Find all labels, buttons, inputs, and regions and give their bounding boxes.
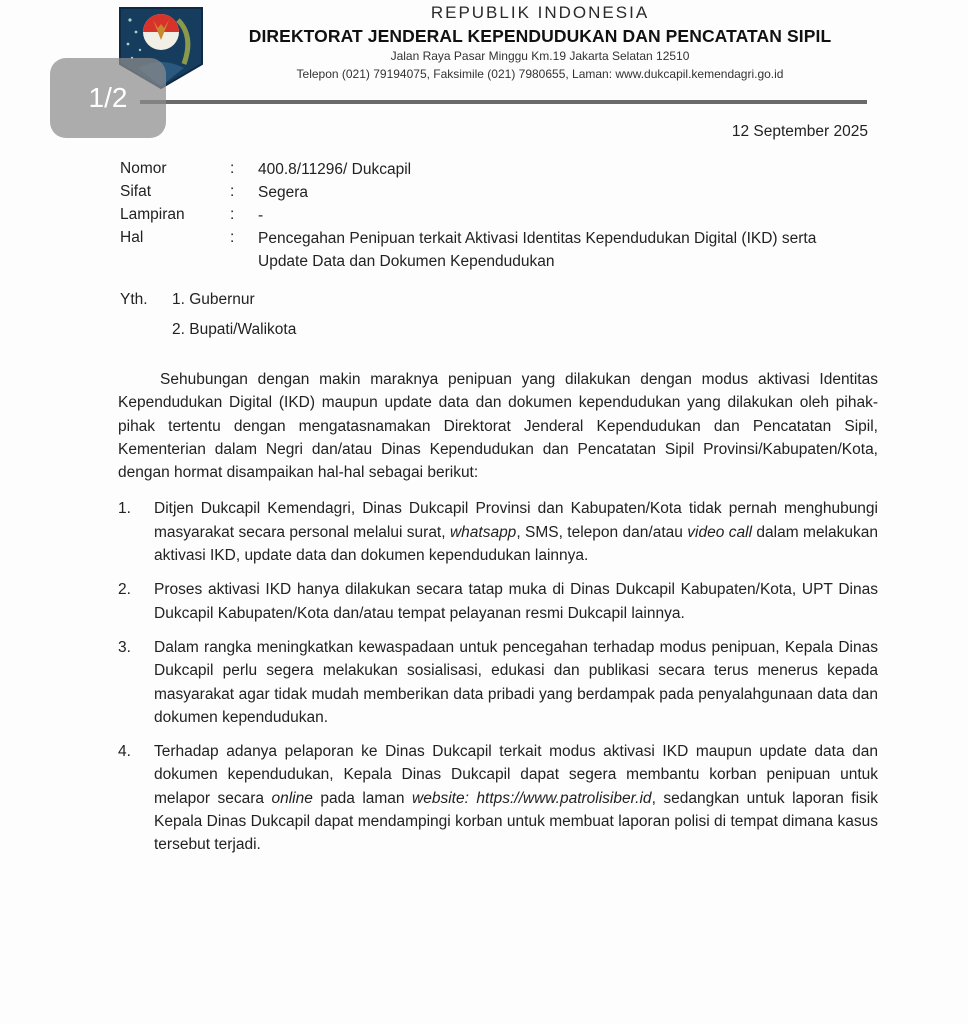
- recipients-label: Yth.: [120, 291, 148, 308]
- text-run: pada laman: [312, 789, 413, 807]
- page-indicator: 1/2: [50, 58, 166, 138]
- text-run: , sedangkan untuk laporan fisik Kepala Dinas Dukcapil dapat mendampingi korban untuk membuat laporan polisi di tempat dimana kasus tersebut terjadi.: [154, 789, 878, 854]
- text-run: dalam melakukan aktivasi IKD, update data dan dokumen kependudukan lainnya.: [154, 523, 878, 565]
- intro-paragraph: Sehubungan dengan makin maraknya penipuan yang dilakukan dengan modus aktivasi Identitas Kependudukan Digital (IKD) maupun update data dan dokumen kependudukan yang dilakukan oleh pihak-pihak tertentu dengan mengatasnamakan Direktorat Jenderal Kependudukan dan Pencatatan Sipil, Kementerian dalam Negri dan/atau Dinas Kependudukan dan Pencatatan Sipil Provinsi/Kabupaten/Kota, dengan hormat disampaikan hal-hal sebagai berikut:: [118, 371, 878, 482]
- meta-value: 400.8/11296/ Dukcapil: [258, 161, 412, 178]
- meta-value-subject: Pencegahan Penipuan terkait Aktivasi Identitas Kependudukan Digital (IKD) serta Update Data dan Dokumen Kependudukan: [258, 230, 817, 270]
- letter-meta: [120, 158, 858, 273]
- meta-label: Sifat: [120, 183, 152, 200]
- meta-row-lampiran: [120, 204, 858, 227]
- point-text: Dalam rangka meningkatkan kewaspadaan untuk pencegahan terhadap modus penipuan, Kepala Dinas Dukcapil perlu segera melakukan sosialisasi, edukasi dan publikasi secara terus menerus kepada masyarakat agar tidak mudah memberikan data pribadi yang berdampak pada penyalahgunaan data dan dokumen kependudukan.: [154, 638, 878, 726]
- meta-label: Nomor: [120, 160, 167, 177]
- meta-value: -: [258, 207, 264, 224]
- point-text: [154, 740, 878, 856]
- letter-date: 12 September 2025: [731, 123, 868, 140]
- point-number: 3.: [118, 638, 131, 656]
- letterhead-divider: [140, 100, 867, 104]
- recipient-item: 2. Bupati/Walikota: [172, 321, 297, 338]
- meta-label: Hal: [120, 229, 144, 246]
- meta-value: Segera: [258, 184, 308, 201]
- text-run: Terhadap adanya pelaporan ke Dinas Dukcapil terkait modus aktivasi IKD maupun update data dan dokumen kependudukan, Kepala Dinas Dukcapil dapat segera membantu korban penipuan untuk melapor secara: [154, 743, 878, 807]
- point-text: Proses aktivasi IKD hanya dilakukan secara tatap muka di Dinas Dukcapil Kabupaten/Kota, UPT Dinas Dukcapil Kabupaten/Kota dan/atau tempat pelayanan resmi Dukcapil lainnya.: [154, 581, 878, 622]
- meta-colon: :: [230, 229, 235, 246]
- point-item: [118, 636, 878, 729]
- italic-run: video call: [687, 523, 753, 541]
- text-run: Ditjen Dukcapil Kemendagri, Dinas Dukcapil Provinsi dan Kabupaten/Kota tidak pernah menghubungi masyarakat secara personal melalui surat,: [154, 500, 878, 541]
- italic-link-run[interactable]: website: https://www.patrolisiber.id: [412, 789, 652, 807]
- italic-run: whatsapp: [449, 523, 517, 541]
- letterhead-contact: Telepon (021) 79194075, Faksimile (021) 7980655, Laman: www.dukcapil.kemendagri.go.id: [296, 67, 784, 81]
- meta-colon: :: [230, 160, 235, 177]
- point-item: [118, 740, 878, 856]
- point-text: [154, 497, 878, 567]
- point-item: [118, 578, 878, 625]
- text-run: , SMS, telepon dan/atau: [516, 523, 688, 541]
- recipients: [120, 289, 296, 349]
- letterhead-directorate: DIREKTORAT JENDERAL KEPENDUDUKAN DAN PENCATATAN SIPIL: [248, 26, 832, 46]
- recipient-row: [120, 289, 296, 319]
- letterhead-republic: REPUBLIK INDONESIA: [430, 3, 650, 22]
- meta-label: Lampiran: [120, 206, 185, 223]
- meta-row-nomor: [120, 158, 858, 181]
- point-number: 2.: [118, 581, 131, 599]
- letterhead-address: Jalan Raya Pasar Minggu Km.19 Jakarta Selatan 12510: [390, 49, 690, 63]
- point-number: 4.: [118, 743, 131, 761]
- recipient-item: 1. Gubernur: [172, 291, 255, 308]
- meta-row-hal: [120, 227, 858, 273]
- recipient-row: [120, 319, 296, 349]
- point-item: [118, 497, 878, 567]
- meta-colon: :: [230, 183, 235, 200]
- points-list: [118, 497, 878, 856]
- italic-run: online: [271, 789, 313, 807]
- recipients-label-spacer: [120, 319, 172, 349]
- meta-row-sifat: [120, 181, 858, 204]
- letter-body: [118, 368, 878, 868]
- meta-colon: :: [230, 206, 235, 223]
- point-number: 1.: [118, 500, 131, 518]
